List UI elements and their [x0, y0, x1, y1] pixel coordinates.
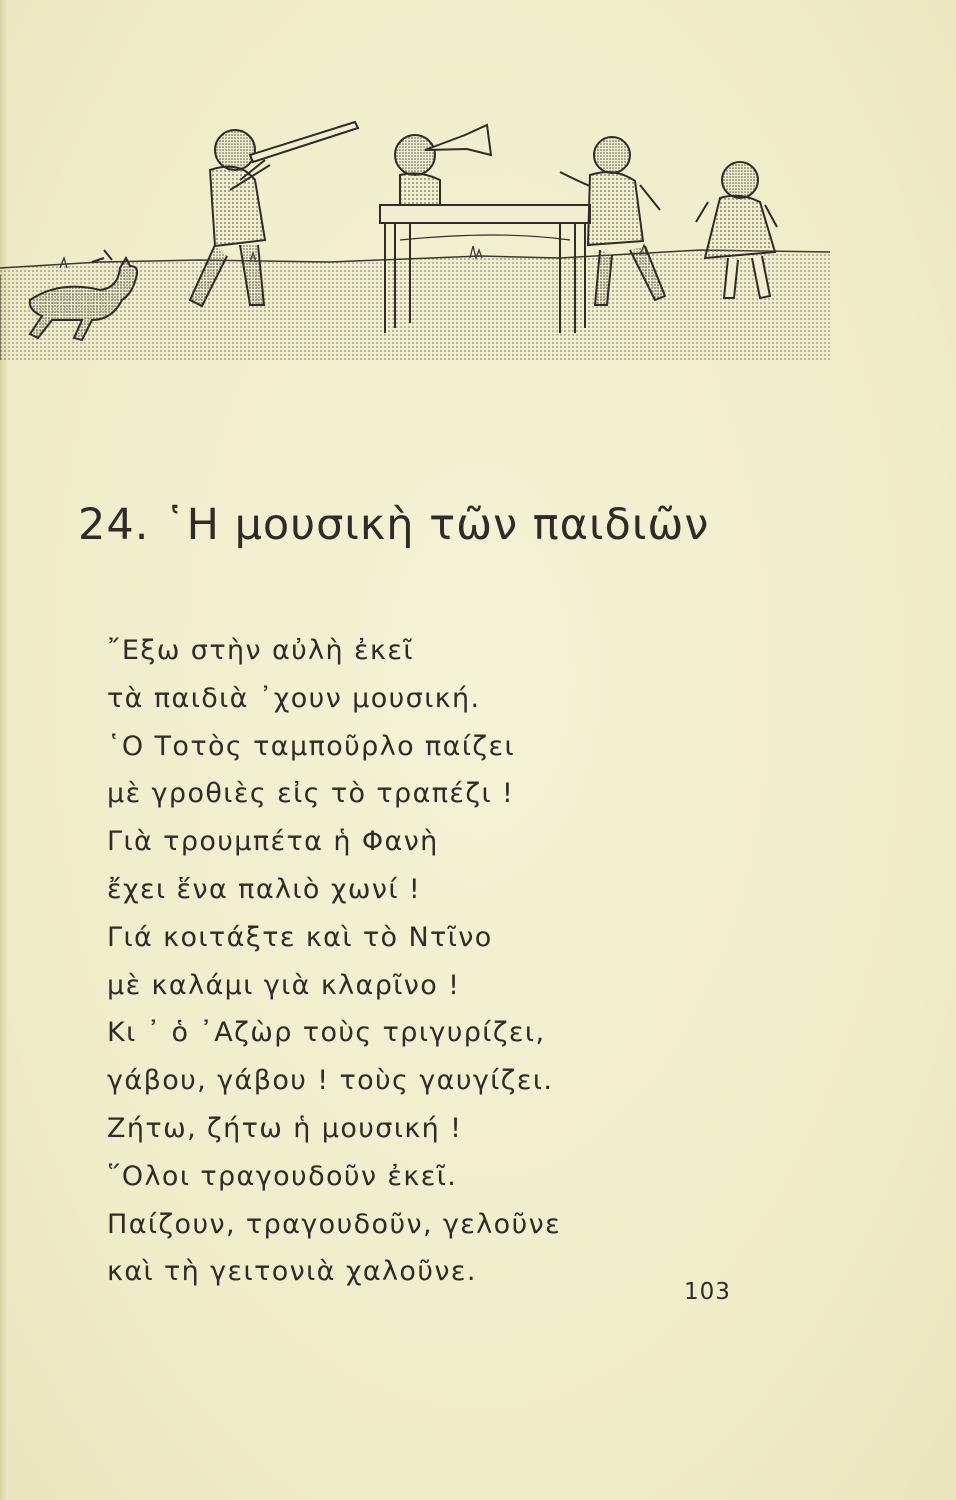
poem-line: μὲ καλάμι γιὰ κλαρῖνο ! [107, 969, 461, 1001]
children-playing-music-illustration [0, 110, 830, 360]
poem-line: ῎Εξω στὴν αὐλὴ ἐκεῖ [107, 635, 414, 666]
chapter-title [78, 500, 709, 550]
poem-line: Ζήτω, ζήτω ἡ μουσική ! [107, 1112, 463, 1144]
chapter-title-text: ῾Η μουσικὴ τῶν παιδιῶν [164, 500, 710, 550]
poem-line: τὰ παιδιὰ ᾿χουν μουσική. [107, 682, 481, 714]
poem-line: Γιὰ τρουμπέτα ἡ Φανὴ [107, 826, 439, 858]
poem-line: Παίζουν, τραγουδοῦν, γελοῦνε [107, 1208, 562, 1240]
poem-line: Κι ᾿ ὁ ᾿Αζὼρ τοὺς τριγυρίζει, [107, 1017, 546, 1049]
poem-line: ῾Ο Τοτὸς ταμποῦρλο παίζει [107, 730, 516, 762]
poem-line: μὲ γροθιὲς εἰς τὸ τραπέζι ! [107, 778, 515, 810]
poem-line: ἔχει ἕνα παλιὸ χωνί ! [107, 873, 422, 905]
poem-line: ῞Ολοι τραγουδοῦν ἐκεῖ. [107, 1160, 458, 1192]
poem-line: γάβου, γάβου ! τοὺς γαυγίζει. [107, 1065, 554, 1097]
poem-line: καὶ τὴ γειτονιὰ χαλοῦνε. [107, 1256, 477, 1288]
poem-line: Γιά κοιτάξτε καὶ τὸ Ντῖνο [107, 921, 493, 953]
chapter-number: 24. [78, 500, 150, 550]
page-number: 103 [684, 1279, 731, 1305]
poem-text [107, 627, 827, 1296]
girl-with-funnel-figure [395, 125, 491, 205]
